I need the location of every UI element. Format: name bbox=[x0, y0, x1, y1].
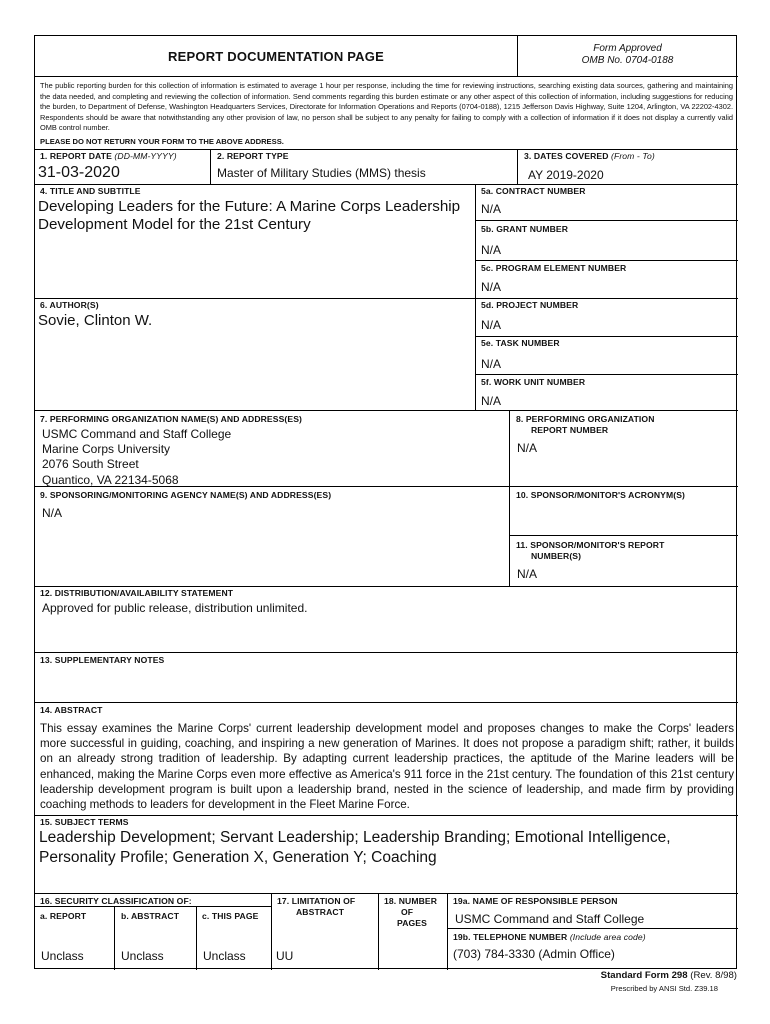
grant-number-label: 5b. GRANT NUMBER bbox=[481, 224, 569, 234]
grant-number-value: N/A bbox=[481, 243, 502, 257]
sponsor-report-value: N/A bbox=[517, 567, 538, 581]
supplementary-notes-label: 13. SUPPLEMENTARY NOTES bbox=[40, 655, 165, 665]
omb-number: OMB No. 0704-0188 bbox=[581, 55, 674, 66]
form-approved-label: Form Approved bbox=[593, 43, 662, 54]
performing-org-label: 7. PERFORMING ORGANIZATION NAME(S) AND ADDRESS(ES) bbox=[40, 414, 303, 424]
subject-terms-label: 15. SUBJECT TERMS bbox=[40, 817, 129, 827]
security-page-label: c. THIS PAGE bbox=[202, 911, 259, 921]
performing-org-line-2: Marine Corps University bbox=[42, 442, 171, 456]
security-sub-line bbox=[35, 906, 271, 907]
org-column-divider bbox=[509, 410, 510, 586]
line-14 bbox=[35, 702, 738, 703]
report-type-value: Master of Military Studies (MMS) thesis bbox=[217, 166, 426, 180]
standard-form-label: Standard Form 298 (Rev. 8/98) bbox=[600, 970, 737, 981]
performing-org-line-3: 2076 South Street bbox=[42, 457, 139, 471]
subject-terms-text: Leadership Development; Servant Leadership; Leadership Branding; Emotional Intelligence, Personality Profile; Generation X, Generation Y; Coaching bbox=[39, 829, 671, 866]
page-title: REPORT DOCUMENTATION PAGE bbox=[168, 49, 384, 64]
burden-statement: The public reporting burden for this collection of information is estimated to average 1 hour per response, including the time for reviewing instructions, searching existing data sources, gathering and maintaining the data needed, and completing and reviewing the collection of information. Send comments regarding this burden estimate or any other aspect of this collection of information, including suggestions for reducing the burden, to Department of Defense, Washington Headquarters Services, Directorate for Information Operations and Reports (0704-0188), 1215 Jefferson Davis Highway, Suite 1204, Arlington, VA 22202-4302. Respondents should be aware that notwithstanding any other provision of law, no person shall be subject to any penalty for failing to comply with a collection of information if it does not display a currently valid OMB control number. bbox=[40, 81, 733, 132]
performing-report-label-2: REPORT NUMBER bbox=[531, 425, 609, 435]
abstract-text: This essay examines the Marine Corps' current leadership development model and proposes changes to make the Corps' leaders more successful in guiding, coaching, and inspiring a new generation of Marines. It does not propose a paradigm shift; rather, it builds on an already strong tradition of leadership. By adapting current leadership practices, the aptitude of the Marine leaders will be enhanced, making the Marine Corps even more effective as America's 911 force in the 21st century. The foundation of this 21st century leadership development program is built upon a leadership brand, nested in the science of leadership, and made firm by providing coaching methods to leaders for development in the Fleet Marine Force. bbox=[40, 722, 734, 812]
dates-covered-value: AY 2019-2020 bbox=[528, 168, 604, 182]
line-5b bbox=[475, 220, 738, 221]
row1-top-line bbox=[35, 149, 738, 150]
sponsor-acronym-label: 10. SPONSOR/MONITOR'S ACRONYM(S) bbox=[516, 490, 686, 500]
performing-org-line-4: Quantico, VA 22134-5068 bbox=[42, 473, 179, 487]
work-unit-value: N/A bbox=[481, 394, 502, 408]
line-16 bbox=[35, 893, 738, 894]
pages-label-3: PAGES bbox=[397, 918, 427, 928]
line-5f bbox=[475, 374, 738, 375]
row1-divider-a bbox=[210, 149, 211, 184]
security-abstract-value: Unclass bbox=[121, 949, 164, 963]
security-report-label: a. REPORT bbox=[40, 911, 87, 921]
work-unit-label: 5f. WORK UNIT NUMBER bbox=[481, 377, 586, 387]
author-value: Sovie, Clinton W. bbox=[38, 312, 153, 329]
return-notice: PLEASE DO NOT RETURN YOUR FORM TO THE ABOVE ADDRESS. bbox=[40, 137, 284, 146]
contract-number-value: N/A bbox=[481, 202, 502, 216]
row1-divider-b bbox=[517, 149, 518, 184]
line-5c bbox=[475, 260, 738, 261]
security-divider-b bbox=[196, 906, 197, 970]
sponsor-report-label-2: NUMBER(S) bbox=[531, 551, 582, 561]
project-number-label: 5d. PROJECT NUMBER bbox=[481, 300, 579, 310]
performing-report-label-1: 8. PERFORMING ORGANIZATION bbox=[516, 414, 655, 424]
contract-number-label: 5a. CONTRACT NUMBER bbox=[481, 186, 586, 196]
project-number-value: N/A bbox=[481, 318, 502, 332]
author-label: 6. AUTHOR(S) bbox=[40, 300, 99, 310]
report-date-label: 1. REPORT DATE (DD-MM-YYYY) bbox=[40, 151, 177, 161]
report-documentation-form bbox=[34, 35, 737, 969]
title-column-divider bbox=[475, 184, 476, 410]
line-13 bbox=[35, 652, 738, 653]
program-element-value: N/A bbox=[481, 280, 502, 294]
title-line-2: Development Model for the 21st Century bbox=[38, 216, 311, 233]
distribution-value: Approved for public release, distribution unlimited. bbox=[42, 601, 308, 615]
title-subtitle-label: 4. TITLE AND SUBTITLE bbox=[40, 186, 141, 196]
limitation-label-2: ABSTRACT bbox=[296, 907, 345, 917]
responsible-person-value: USMC Command and Staff College bbox=[455, 912, 645, 926]
performing-org-line-1: USMC Command and Staff College bbox=[42, 427, 232, 441]
security-classification-label: 16. SECURITY CLASSIFICATION OF: bbox=[40, 896, 192, 906]
program-element-label: 5c. PROGRAM ELEMENT NUMBER bbox=[481, 263, 627, 273]
task-number-value: N/A bbox=[481, 357, 502, 371]
telephone-value: (703) 784-3330 (Admin Office) bbox=[453, 947, 615, 961]
security-page-value: Unclass bbox=[203, 949, 246, 963]
responsible-person-label: 19a. NAME OF RESPONSIBLE PERSON bbox=[453, 896, 618, 906]
security-report-value: Unclass bbox=[41, 949, 84, 963]
dates-covered-label: 3. DATES COVERED (From - To) bbox=[524, 151, 655, 161]
line-5e bbox=[475, 336, 738, 337]
sponsoring-agency-label: 9. SPONSORING/MONITORING AGENCY NAME(S) AND ADDRESS(ES) bbox=[40, 490, 332, 500]
security-abstract-label: b. ABSTRACT bbox=[121, 911, 180, 921]
security-divider-a bbox=[114, 906, 115, 970]
omb-divider bbox=[517, 76, 738, 77]
line-7 bbox=[35, 410, 738, 411]
performing-report-value: N/A bbox=[517, 441, 538, 455]
security-divider-c bbox=[271, 893, 272, 970]
abstract-label: 14. ABSTRACT bbox=[40, 705, 103, 715]
line-11 bbox=[509, 535, 738, 536]
line-author bbox=[35, 298, 738, 299]
pages-divider bbox=[447, 893, 448, 970]
sponsor-report-label-1: 11. SPONSOR/MONITOR'S REPORT bbox=[516, 540, 665, 550]
task-number-label: 5e. TASK NUMBER bbox=[481, 338, 560, 348]
row2-top-line bbox=[35, 184, 738, 185]
line-19b bbox=[447, 928, 738, 929]
line-12 bbox=[35, 586, 738, 587]
prescribed-by-label: Prescribed by ANSI Std. Z39.18 bbox=[610, 984, 718, 993]
title-line-1: Developing Leaders for the Future: A Marine Corps Leadership bbox=[38, 198, 461, 215]
limitation-value: UU bbox=[276, 949, 294, 963]
telephone-label: 19b. TELEPHONE NUMBER (Include area code) bbox=[453, 932, 646, 942]
sponsoring-agency-value: N/A bbox=[42, 506, 63, 520]
limitation-label-1: 17. LIMITATION OF bbox=[277, 896, 356, 906]
limitation-divider bbox=[378, 893, 379, 970]
line-15 bbox=[35, 815, 738, 816]
report-date-value: 31-03-2020 bbox=[38, 164, 120, 181]
pages-label-2: OF bbox=[401, 907, 414, 917]
header-divider bbox=[35, 76, 517, 77]
report-type-label: 2. REPORT TYPE bbox=[217, 151, 289, 161]
distribution-label: 12. DISTRIBUTION/AVAILABILITY STATEMENT bbox=[40, 588, 234, 598]
pages-label-1: 18. NUMBER bbox=[384, 896, 438, 906]
